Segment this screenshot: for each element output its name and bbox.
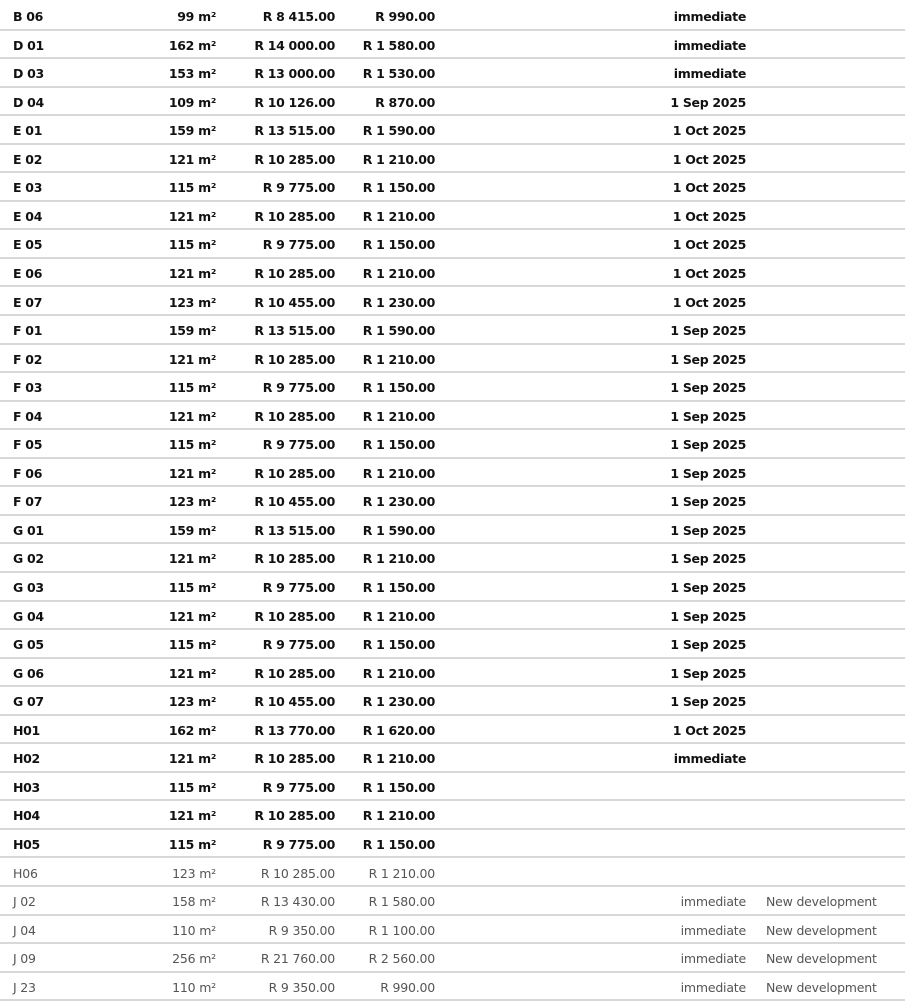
availability: 1 Sep 2025 [670, 551, 746, 567]
table-row [0, 59, 905, 88]
unit-levy: R 2 560.00 [368, 951, 435, 967]
unit-size: 256 m² [172, 951, 216, 967]
unit-rent: R 10 455.00 [254, 494, 335, 510]
table-row [0, 230, 905, 259]
table-row [0, 316, 905, 345]
availability: 1 Oct 2025 [672, 208, 746, 224]
availability: immediate [680, 951, 746, 967]
unit-code: G 02 [13, 551, 44, 567]
unit-size: 159 m² [168, 123, 216, 139]
table-row [0, 773, 905, 802]
unit-rent: R 13 515.00 [254, 522, 335, 538]
availability: immediate [673, 9, 746, 24]
availability: 1 Oct 2025 [672, 237, 746, 253]
unit-code: E 05 [13, 237, 43, 253]
unit-code: E 02 [13, 151, 43, 167]
availability: 1 Oct 2025 [672, 123, 746, 139]
unit-levy: R 1 210.00 [362, 608, 435, 624]
unit-size: 115 m² [168, 580, 216, 595]
unit-code: E 04 [13, 208, 43, 224]
unit-code: H06 [13, 865, 38, 881]
table-row [0, 859, 905, 888]
unit-code: G 03 [13, 580, 44, 595]
availability: 1 Sep 2025 [670, 94, 746, 110]
unit-levy: R 1 230.00 [362, 294, 435, 310]
unit-code: H01 [13, 722, 40, 738]
table-row [0, 288, 905, 317]
availability: 1 Oct 2025 [672, 151, 746, 167]
unit-levy: R 1 210.00 [362, 751, 435, 767]
unit-rent: R 9 775.00 [262, 237, 335, 253]
table-row [0, 573, 905, 602]
unit-code: H05 [13, 836, 40, 852]
unit-size: 159 m² [168, 522, 216, 538]
table-row [0, 430, 905, 459]
unit-rent: R 10 455.00 [254, 294, 335, 310]
unit-levy: R 1 150.00 [362, 437, 435, 453]
unit-code: E 07 [13, 294, 43, 310]
unit-levy: R 1 150.00 [362, 237, 435, 253]
table-row [0, 744, 905, 773]
availability: 1 Sep 2025 [670, 408, 746, 424]
unit-code: F 06 [13, 465, 43, 481]
availability: immediate [680, 922, 746, 938]
unit-levy: R 1 580.00 [368, 894, 435, 910]
unit-size: 115 m² [168, 437, 216, 453]
unit-levy: R 1 100.00 [368, 922, 435, 938]
unit-code: F 07 [13, 494, 43, 510]
unit-size: 115 m² [168, 237, 216, 253]
unit-note: New development [766, 894, 877, 910]
unit-levy: R 1 150.00 [362, 380, 435, 396]
unit-size: 110 m² [172, 922, 216, 938]
availability: immediate [673, 37, 746, 53]
unit-rent: R 13 515.00 [254, 123, 335, 139]
unit-levy: R 1 620.00 [362, 722, 435, 738]
unit-size: 153 m² [168, 66, 216, 82]
availability: 1 Sep 2025 [670, 465, 746, 481]
unit-size: 121 m² [168, 808, 216, 824]
availability: 1 Sep 2025 [670, 380, 746, 396]
table-row [0, 116, 905, 145]
unit-code: J 09 [13, 951, 36, 967]
unit-rent: R 9 775.00 [262, 437, 335, 453]
table-row [0, 345, 905, 374]
unit-rent: R 9 775.00 [262, 637, 335, 653]
availability: 1 Oct 2025 [672, 722, 746, 738]
unit-code: G 01 [13, 522, 44, 538]
unit-size: 121 m² [168, 665, 216, 681]
unit-note: New development [766, 951, 877, 967]
unit-rent: R 9 775.00 [262, 580, 335, 595]
unit-rent: R 10 285.00 [254, 751, 335, 767]
unit-rent: R 10 285.00 [254, 551, 335, 567]
unit-size: 121 m² [168, 751, 216, 767]
unit-code: E 06 [13, 265, 43, 281]
table-row [0, 487, 905, 516]
unit-code: G 07 [13, 694, 44, 710]
availability: immediate [673, 66, 746, 82]
unit-code: G 04 [13, 608, 44, 624]
unit-levy: R 1 210.00 [368, 865, 435, 881]
table-row [0, 602, 905, 631]
table-row [0, 31, 905, 60]
availability: 1 Sep 2025 [670, 580, 746, 595]
unit-size: 121 m² [168, 351, 216, 367]
table-row [0, 2, 905, 31]
unit-size: 121 m² [168, 465, 216, 481]
availability: immediate [680, 894, 746, 910]
unit-rent: R 8 415.00 [262, 9, 335, 24]
unit-rent: R 10 285.00 [254, 208, 335, 224]
table-row [0, 659, 905, 688]
unit-size: 121 m² [168, 608, 216, 624]
unit-size: 110 m² [172, 979, 216, 995]
unit-code: F 02 [13, 351, 43, 367]
unit-code: G 06 [13, 665, 44, 681]
availability: 1 Sep 2025 [670, 522, 746, 538]
unit-levy: R 1 210.00 [362, 208, 435, 224]
unit-size: 115 m² [168, 380, 216, 396]
unit-rent: R 13 430.00 [260, 894, 335, 910]
unit-size: 121 m² [168, 151, 216, 167]
unit-levy: R 1 210.00 [362, 465, 435, 481]
unit-levy: R 1 150.00 [362, 580, 435, 595]
unit-size: 121 m² [168, 551, 216, 567]
unit-levy: R 1 150.00 [362, 836, 435, 852]
unit-rent: R 14 000.00 [254, 37, 335, 53]
table-row [0, 630, 905, 659]
table-row [0, 516, 905, 545]
unit-levy: R 1 210.00 [362, 665, 435, 681]
availability: 1 Sep 2025 [670, 665, 746, 681]
unit-rent: R 9 775.00 [262, 180, 335, 196]
table-row [0, 173, 905, 202]
availability: 1 Oct 2025 [672, 265, 746, 281]
unit-code: H04 [13, 808, 40, 824]
unit-code: J 23 [13, 979, 36, 995]
unit-rent: R 10 285.00 [254, 608, 335, 624]
unit-levy: R 1 590.00 [362, 522, 435, 538]
unit-levy: R 1 210.00 [362, 151, 435, 167]
unit-code: H02 [13, 751, 40, 767]
table-row [0, 88, 905, 117]
table-row [0, 459, 905, 488]
unit-rent: R 9 350.00 [268, 979, 335, 995]
unit-rent: R 10 285.00 [254, 665, 335, 681]
unit-rent: R 9 775.00 [262, 779, 335, 795]
unit-size: 121 m² [168, 208, 216, 224]
unit-size: 162 m² [168, 37, 216, 53]
unit-levy: R 1 210.00 [362, 551, 435, 567]
unit-rent: R 10 126.00 [254, 94, 335, 110]
unit-code: J 02 [13, 894, 36, 910]
unit-levy: R 1 580.00 [362, 37, 435, 53]
availability: 1 Sep 2025 [670, 494, 746, 510]
availability: 1 Sep 2025 [670, 437, 746, 453]
unit-rent: R 13 515.00 [254, 323, 335, 339]
unit-levy: R 1 530.00 [362, 66, 435, 82]
unit-levy: R 1 210.00 [362, 265, 435, 281]
unit-levy: R 1 210.00 [362, 408, 435, 424]
table-row [0, 916, 905, 945]
unit-levy: R 990.00 [375, 9, 435, 24]
unit-levy: R 870.00 [375, 94, 435, 110]
unit-size: 158 m² [172, 894, 216, 910]
unit-rent: R 9 775.00 [262, 836, 335, 852]
availability: 1 Sep 2025 [670, 323, 746, 339]
unit-size: 115 m² [168, 779, 216, 795]
unit-levy: R 1 150.00 [362, 180, 435, 196]
unit-note: New development [766, 922, 877, 938]
unit-levy: R 1 230.00 [362, 694, 435, 710]
unit-levy: R 1 210.00 [362, 351, 435, 367]
unit-size: 115 m² [168, 637, 216, 653]
unit-code: H03 [13, 779, 40, 795]
table-row [0, 801, 905, 830]
unit-size: 123 m² [168, 494, 216, 510]
unit-code: E 03 [13, 180, 43, 196]
unit-rent: R 13 770.00 [254, 722, 335, 738]
unit-code: G 05 [13, 637, 44, 653]
unit-size: 99 m² [177, 9, 216, 24]
table-row [0, 202, 905, 231]
unit-levy: R 1 150.00 [362, 637, 435, 653]
unit-rent: R 10 285.00 [254, 151, 335, 167]
table-row [0, 145, 905, 174]
table-row [0, 373, 905, 402]
unit-rent: R 9 775.00 [262, 380, 335, 396]
unit-code: B 06 [13, 9, 44, 24]
unit-rent: R 9 350.00 [268, 922, 335, 938]
table-row [0, 716, 905, 745]
unit-rent: R 10 285.00 [260, 865, 335, 881]
unit-levy: R 1 590.00 [362, 123, 435, 139]
availability: 1 Sep 2025 [670, 694, 746, 710]
unit-rent: R 10 285.00 [254, 265, 335, 281]
unit-levy: R 1 150.00 [362, 779, 435, 795]
availability: immediate [680, 979, 746, 995]
unit-code: D 03 [13, 66, 44, 82]
table-row [0, 259, 905, 288]
availability: 1 Oct 2025 [672, 294, 746, 310]
table-row [0, 687, 905, 716]
availability: 1 Sep 2025 [670, 608, 746, 624]
unit-size: 162 m² [168, 722, 216, 738]
table-row [0, 973, 905, 1001]
unit-size: 159 m² [168, 323, 216, 339]
unit-code: D 01 [13, 37, 44, 53]
unit-rent: R 10 285.00 [254, 351, 335, 367]
unit-levy: R 1 210.00 [362, 808, 435, 824]
availability: 1 Sep 2025 [670, 351, 746, 367]
table-row [0, 544, 905, 573]
unit-size: 121 m² [168, 265, 216, 281]
unit-rent: R 10 285.00 [254, 808, 335, 824]
unit-code: F 05 [13, 437, 43, 453]
unit-levy: R 1 230.00 [362, 494, 435, 510]
unit-size: 115 m² [168, 836, 216, 852]
unit-rent: R 21 760.00 [260, 951, 335, 967]
unit-code: F 01 [13, 323, 43, 339]
unit-size: 121 m² [168, 408, 216, 424]
unit-levy: R 990.00 [380, 979, 435, 995]
unit-code: E 01 [13, 123, 43, 139]
availability: immediate [673, 751, 746, 767]
table-row [0, 402, 905, 431]
unit-note: New development [766, 979, 877, 995]
unit-rent: R 10 455.00 [254, 694, 335, 710]
unit-rent: R 13 000.00 [254, 66, 335, 82]
unit-size: 123 m² [172, 865, 216, 881]
unit-code: F 03 [13, 380, 43, 396]
unit-rent: R 10 285.00 [254, 408, 335, 424]
unit-rent: R 10 285.00 [254, 465, 335, 481]
table-row [0, 887, 905, 916]
table-row [0, 830, 905, 859]
unit-size: 115 m² [168, 180, 216, 196]
unit-size: 109 m² [168, 94, 216, 110]
unit-size: 123 m² [168, 694, 216, 710]
unit-levy: R 1 590.00 [362, 323, 435, 339]
table-row [0, 944, 905, 973]
availability: 1 Oct 2025 [672, 180, 746, 196]
unit-code: J 04 [13, 922, 36, 938]
unit-code: D 04 [13, 94, 44, 110]
unit-size: 123 m² [168, 294, 216, 310]
availability: 1 Sep 2025 [670, 637, 746, 653]
unit-code: F 04 [13, 408, 43, 424]
